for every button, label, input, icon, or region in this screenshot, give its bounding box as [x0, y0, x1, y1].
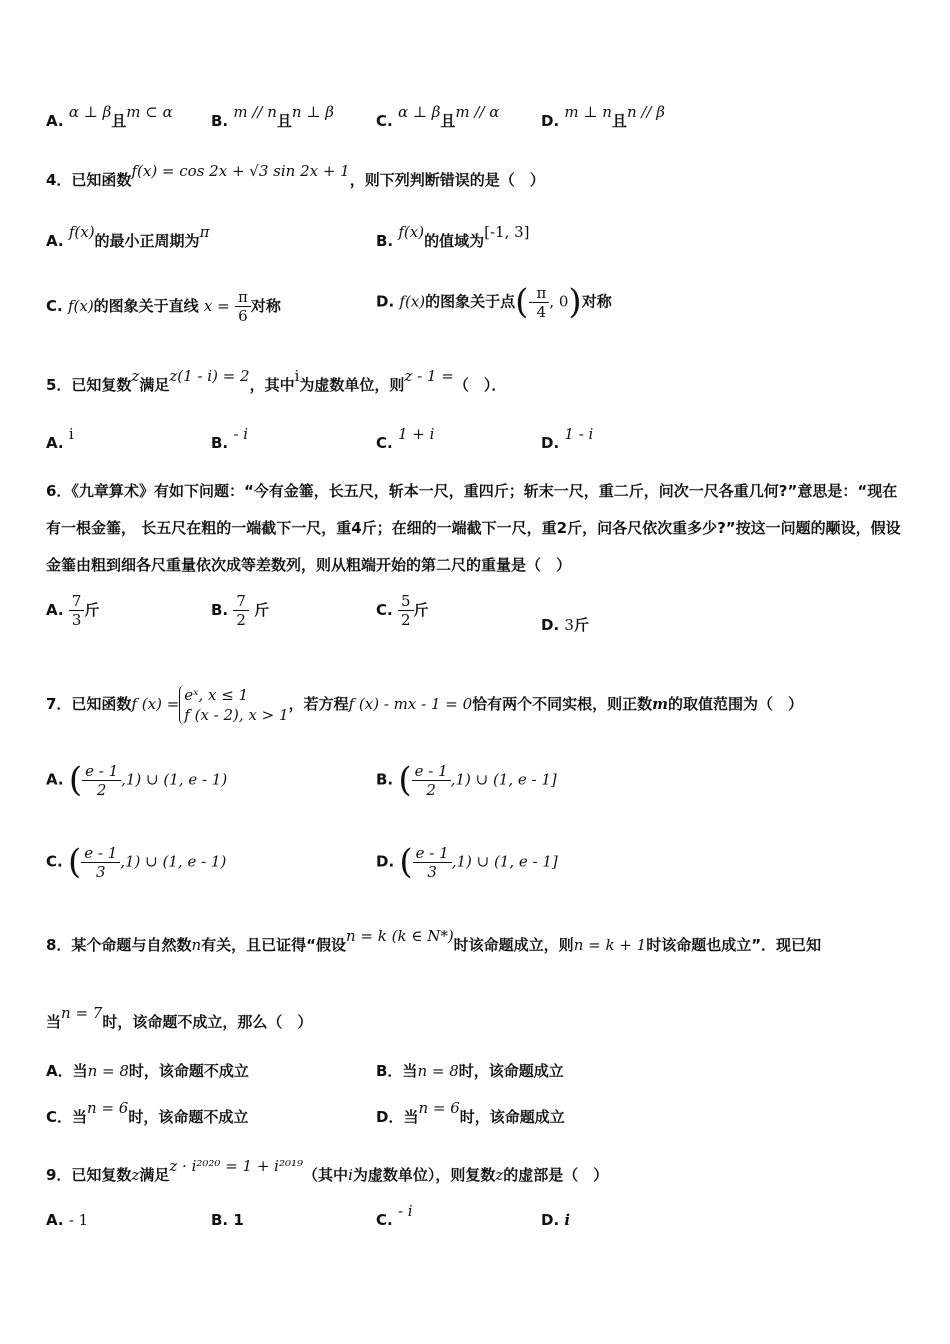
stem-text: 的取值范围为（ ） — [668, 695, 804, 713]
math-expr: m // n — [233, 103, 277, 121]
option-label: A. — [46, 601, 64, 619]
option-label: C. — [376, 434, 393, 452]
math-expr: 3 — [564, 616, 574, 634]
math-expr: - 1 — [68, 1211, 89, 1229]
fraction — [398, 592, 414, 629]
q8-option-a — [46, 1060, 249, 1081]
q5-stem — [46, 367, 910, 395]
and-text: 且 — [611, 112, 627, 130]
denominator: 3 — [71, 611, 82, 629]
unit-text: 斤 — [413, 601, 429, 619]
math-expr: ,1) ∪ (1, e - 1] — [450, 770, 557, 789]
math-expr: f(x) = cos 2x + √3 sin 2x + 1 — [131, 162, 350, 180]
math-expr: α ⊥ β — [68, 103, 112, 121]
q3-option-d — [541, 103, 665, 131]
math-expr: n ⊥ β — [291, 103, 334, 121]
q5-option-c — [376, 425, 435, 452]
q8-stem-line2 — [46, 1004, 910, 1032]
paren-left: ( — [68, 760, 83, 800]
q7-option-c — [46, 842, 226, 882]
math-expr: i — [68, 425, 74, 443]
math-expr: ,1) ∪ (1, e - 1] — [451, 852, 558, 871]
option-text: 时，该命题不成立 — [128, 1108, 249, 1126]
math-expr: n = 7 — [61, 1004, 103, 1022]
denominator: 6 — [238, 307, 248, 325]
math-expr: n = 8 — [87, 1062, 129, 1080]
math-expr: f(x) — [68, 223, 95, 241]
denominator: 4 — [536, 302, 547, 321]
fraction — [233, 592, 249, 629]
stem-text: 有关，且已证得“假设 — [201, 936, 346, 954]
option-label: A. — [46, 112, 64, 130]
paren-right: ) — [568, 282, 582, 322]
option-label: B. — [376, 232, 394, 250]
and-text: 且 — [276, 112, 292, 130]
stem-text: 4．已知函数 — [46, 171, 132, 189]
option-label: C. — [376, 112, 393, 130]
math-expr: f (x) - mx - 1 = 0 — [348, 695, 473, 713]
math-expr: f(x) — [67, 297, 94, 315]
stem-text: 时，该命题不成立，那么（ ） — [102, 1013, 313, 1031]
unit-text: 斤 — [84, 601, 100, 619]
fraction — [69, 592, 85, 629]
q4-stem — [46, 162, 910, 190]
q6-option-d — [541, 614, 589, 635]
unit-text: 斤 — [573, 616, 589, 634]
option-text: 时，该命题不成立 — [128, 1062, 249, 1080]
option-label: C. — [46, 297, 63, 315]
numerator: π — [235, 288, 251, 307]
math-expr: f (x) = — [131, 695, 180, 713]
option-label: A. — [46, 232, 64, 250]
stem-text: 5．已知复数 — [46, 376, 132, 394]
option-label: A．当 — [46, 1062, 88, 1080]
q6-option-a — [46, 592, 99, 629]
option-label: D. — [541, 434, 560, 452]
denominator: 2 — [96, 780, 107, 799]
math-expr: i — [294, 367, 300, 385]
math-expr: , 0 — [549, 292, 569, 311]
numerator: 5 — [398, 592, 414, 611]
math-expr: 1 + i — [397, 425, 435, 443]
math-expr: m — [652, 695, 669, 713]
math-expr: [-1, 3] — [484, 223, 530, 241]
q9-option-c — [376, 1202, 413, 1229]
fraction — [412, 762, 451, 799]
math-expr: z — [495, 1166, 504, 1184]
option-text: 时，该命题成立 — [458, 1062, 564, 1080]
denominator: 2 — [426, 780, 436, 799]
math-expr: z - 1 = — [404, 367, 454, 385]
q3-option-b — [211, 103, 334, 131]
math-expr: n = 6 — [418, 1099, 460, 1117]
math-expr: z — [131, 367, 140, 385]
math-expr: n — [191, 936, 202, 954]
math-expr: f(x) — [398, 223, 425, 241]
q5-option-d — [541, 425, 594, 452]
numerator: 7 — [233, 592, 249, 611]
q6-stem: 6．《九章算术》有如下问题：“今有金箠，长五尺，斩本一尺，重四斤；斩末一尺，重二斤，问次一尺各重几何?”意思是：“现在有一根金箠， 长五尺在粗的一端截下一尺，重4斤；在细的一端截下一尺，重2斤，问各尺依次重多少?”按这一问题的颙设，假设金箠由粗到细各尺重量依次成等差数列，则从粗端开始的第二尺的重量是（ ） — [46, 482, 901, 574]
math-expr: i — [564, 1211, 571, 1229]
paren-left: ( — [515, 282, 529, 322]
option-label: C. — [376, 601, 393, 619]
option-label: C. — [376, 1211, 393, 1229]
math-expr: m ⊥ n — [564, 103, 612, 121]
case-1: eˣ, x ≤ 1 — [184, 685, 249, 704]
denominator: 2 — [236, 611, 246, 629]
option-label: D．当 — [376, 1108, 419, 1126]
and-text: 且 — [440, 112, 456, 130]
option-label: D. — [541, 1211, 560, 1229]
option-label: B. — [211, 434, 229, 452]
q6-option-c — [376, 592, 429, 629]
stem-text: 满足 — [139, 1166, 170, 1184]
option-label: B. — [211, 1211, 229, 1229]
q4-option-b — [376, 223, 530, 251]
stem-text: 满足 — [139, 376, 170, 394]
q7-option-d — [376, 842, 558, 882]
math-expr: 1 — [233, 1211, 244, 1229]
q5-option-b — [211, 425, 249, 452]
q3-option-a — [46, 103, 173, 131]
piecewise-function — [179, 685, 288, 725]
q9-option-a — [46, 1211, 88, 1229]
stem-text: ，若方程 — [288, 695, 349, 713]
math-expr: - — [528, 292, 534, 311]
math-expr: x = — [203, 297, 230, 315]
fraction — [235, 288, 251, 325]
q3-option-c — [376, 103, 500, 131]
numerator: 7 — [69, 592, 85, 611]
stem-text: 为虚数单位，则 — [299, 376, 405, 394]
math-expr: z — [131, 1166, 140, 1184]
stem-text: （其中 — [303, 1166, 349, 1184]
option-label: D. — [541, 616, 560, 634]
fraction — [82, 762, 121, 799]
option-label: D. — [541, 112, 560, 130]
math-expr: m // α — [455, 103, 500, 121]
q8-option-d — [376, 1099, 565, 1127]
stem-text: 时该命题成立，则 — [453, 936, 574, 954]
math-expr: z(1 - i) = 2 — [169, 367, 250, 385]
math-expr: n // β — [626, 103, 665, 121]
math-expr: ,1) ∪ (1, e - 1) — [120, 852, 227, 871]
q5-option-a — [46, 425, 74, 452]
option-label: B. — [211, 601, 229, 619]
fraction — [533, 284, 549, 321]
paren-left: ( — [398, 760, 412, 800]
numerator: e - 1 — [412, 762, 451, 781]
option-label: A. — [46, 770, 64, 789]
and-text: 且 — [111, 112, 127, 130]
numerator: e - 1 — [82, 762, 121, 781]
math-expr: - i — [233, 425, 249, 443]
q7-option-a — [46, 760, 227, 800]
q8-option-b — [376, 1060, 564, 1081]
option-text: 的值域为 — [424, 232, 485, 250]
option-label: B．当 — [376, 1062, 418, 1080]
option-label: C. — [46, 852, 63, 871]
option-label: C．当 — [46, 1108, 88, 1126]
stem-text: 为虚数单位），则复数 — [352, 1166, 496, 1184]
fraction — [413, 844, 452, 881]
stem-text: 8．某个命题与自然数 — [46, 936, 192, 954]
option-label: B. — [211, 112, 229, 130]
fraction — [81, 844, 120, 881]
stem-text: ，则下列判断错误的是（ ） — [349, 171, 545, 189]
option-text: 时，该命题成立 — [459, 1108, 565, 1126]
q4-option-a — [46, 223, 210, 251]
stem-text: （ ）． — [453, 376, 507, 394]
q8-option-c — [46, 1099, 249, 1127]
denominator: 2 — [400, 611, 411, 629]
math-expr: ,1) ∪ (1, e - 1) — [121, 770, 228, 789]
stem-text: ，其中 — [249, 376, 295, 394]
q9-stem — [46, 1157, 910, 1185]
q9-option-d — [541, 1211, 570, 1229]
option-label: B. — [376, 770, 394, 789]
math-expr: n = 6 — [87, 1099, 129, 1117]
stem-text: 恰有两个不同实根，则正数 — [472, 695, 653, 713]
case-2: f (x - 2), x > 1 — [184, 705, 289, 724]
denominator: 3 — [427, 862, 437, 881]
q8-stem-line1 — [46, 927, 910, 955]
math-expr: α ⊥ β — [397, 103, 441, 121]
option-label: A. — [46, 434, 64, 452]
stem-text: 时该命题也成立”．现已知 — [646, 936, 822, 954]
option-text: 的图象关于直线 — [93, 297, 199, 315]
math-expr: π — [199, 223, 210, 241]
math-expr: n = k + 1 — [573, 936, 647, 954]
math-expr: - i — [397, 1202, 413, 1220]
math-expr: n = 8 — [417, 1062, 459, 1080]
numerator: π — [533, 284, 549, 303]
option-text: 的最小正周期为 — [94, 232, 200, 250]
option-text: 的图象关于点 — [425, 292, 516, 311]
stem-text: 9．已知复数 — [46, 1166, 132, 1184]
math-expr: m ⊂ α — [126, 103, 173, 121]
q4-option-c — [46, 288, 281, 325]
numerator: e - 1 — [413, 844, 452, 863]
math-expr: n = k (k ∈ N*) — [345, 927, 454, 945]
option-label: D. — [376, 852, 395, 871]
option-text: 对称 — [581, 292, 612, 311]
math-expr: 1 - i — [564, 425, 594, 443]
math-expr: i — [348, 1166, 353, 1184]
stem-text: 7．已知函数 — [46, 695, 132, 713]
q4-option-d — [376, 282, 612, 322]
stem-text: 的虚部是（ ） — [503, 1166, 609, 1184]
math-expr: f(x) — [399, 292, 426, 311]
paren-left: ( — [67, 842, 82, 882]
unit-text: 斤 — [254, 601, 270, 619]
stem-text: 当 — [46, 1013, 62, 1031]
q7-stem — [46, 678, 910, 730]
q9-option-b — [211, 1211, 244, 1229]
option-text: 对称 — [250, 297, 281, 315]
q7-option-b — [376, 760, 557, 800]
option-label: D. — [376, 292, 395, 311]
denominator: 3 — [95, 862, 106, 881]
numerator: e - 1 — [81, 844, 120, 863]
q6-option-b — [211, 592, 269, 629]
math-expr: z · i²⁰²⁰ = 1 + i²⁰¹⁹ — [169, 1157, 304, 1175]
option-label: A. — [46, 1211, 64, 1229]
paren-left: ( — [399, 842, 413, 882]
